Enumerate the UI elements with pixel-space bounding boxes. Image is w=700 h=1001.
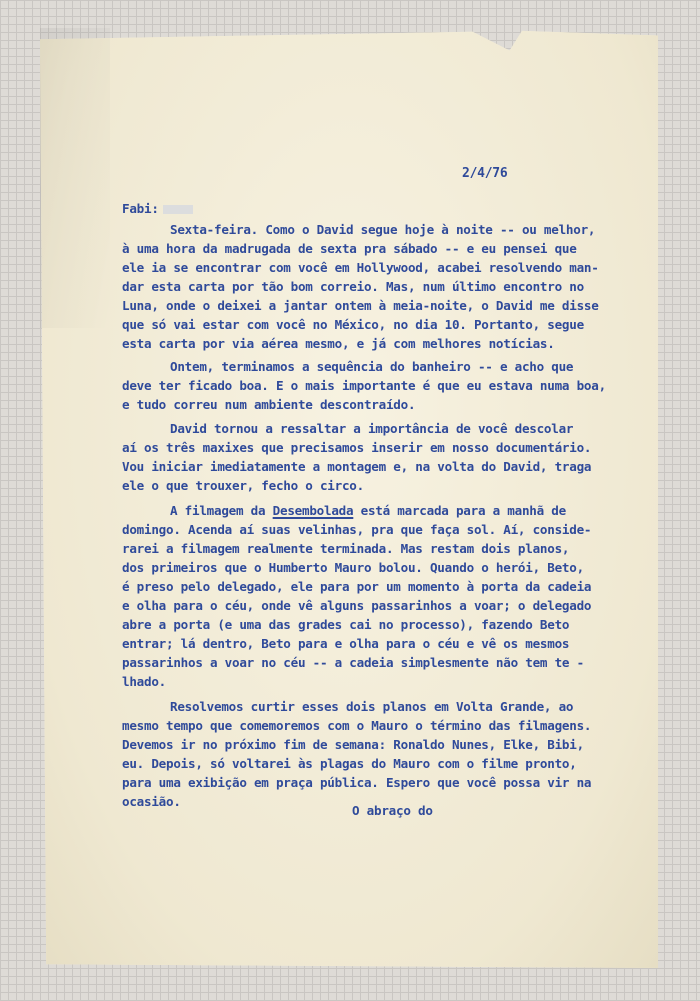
p1-line-4: dar esta carta por tão bom correio. Mas, num último encontro no	[122, 279, 584, 294]
p1-line-1: Sexta-feira. Como o David segue hoje à noite -- ou melhor,	[170, 222, 596, 237]
salutation-text: Fabi:	[122, 201, 159, 216]
closing: O abraço do	[352, 803, 433, 818]
p4-line-9: passarinhos a voar no céu -- a cadeia simplesmente não tem te -	[122, 655, 584, 670]
film-title-underlined: Desembolada	[272, 503, 354, 518]
p1-line-7: esta carta por via aérea mesmo, e já com melhores notícias.	[122, 336, 555, 351]
p4-line-1-end: está marcada para a manhã de	[353, 503, 566, 518]
p2-line-2: deve ter ficado boa. E o mais importante é que eu estava numa boa,	[122, 378, 606, 393]
salutation	[122, 201, 193, 216]
p4-line-3: rarei a filmagem realmente terminada. Mas restam dois planos,	[122, 541, 570, 556]
p1-line-3: ele ia se encontrar com você em Hollywood, acabei resolvendo man-	[122, 260, 599, 275]
p4-line-5: é preso pelo delegado, ele para por um momento à porta da cadeia	[122, 579, 592, 594]
p2-line-3: e tudo correu num ambiente descontraído.	[122, 397, 416, 412]
p4-line-7: abre a porta (e uma das grades cai no processo), fazendo Beto	[122, 617, 570, 632]
p5-line-1: Resolvemos curtir esses dois planos em Volta Grande, ao	[170, 699, 574, 714]
p5-line-6: ocasião.	[122, 794, 181, 809]
letter-date: 2/4/76	[462, 166, 508, 181]
p3-line-4: ele o que trouxer, fecho o circo.	[122, 478, 364, 493]
p1-line-5: Luna, onde o deixei a jantar ontem à meia-noite, o David me disse	[122, 298, 599, 313]
p3-line-1: David tornou a ressaltar a importância de você descolar	[170, 421, 574, 436]
p4-line-1-start: A filmagem da	[170, 503, 273, 518]
ink-smudge	[163, 205, 193, 214]
p3-line-2: aí os três maxixes que precisamos inserir em nosso documentário.	[122, 440, 592, 455]
p4-line-10: lhado.	[122, 674, 166, 689]
p4-line-2: domingo. Acenda aí suas velinhas, pra que faça sol. Aí, conside-	[122, 522, 592, 537]
p5-line-4: eu. Depois, só voltarei às plagas do Mauro com o filme pronto,	[122, 756, 577, 771]
p4-line-4: dos primeiros que o Humberto Mauro bolou. Quando o herói, Beto,	[122, 560, 584, 575]
p5-line-2: mesmo tempo que comemoremos com o Mauro o término das filmagens.	[122, 718, 592, 733]
p4-line-1	[170, 503, 566, 518]
p3-line-3: Vou iniciar imediatamente a montagem e, na volta do David, traga	[122, 459, 592, 474]
p4-line-8: entrar; lá dentro, Beto para e olha para o céu e vê os mesmos	[122, 636, 570, 651]
p1-line-6: que só vai estar com você no México, no dia 10. Portanto, segue	[122, 317, 584, 332]
p1-line-2: à uma hora da madrugada de sexta pra sábado -- e eu pensei que	[122, 241, 577, 256]
p5-line-5: para uma exibição em praça pública. Espero que você possa vir na	[122, 775, 592, 790]
p4-line-6: e olha para o céu, onde vê alguns passarinhos a voar; o delegado	[122, 598, 592, 613]
p2-line-1: Ontem, terminamos a sequência do banheiro -- e acho que	[170, 359, 574, 374]
p5-line-3: Devemos ir no próximo fim de semana: Ronaldo Nunes, Elke, Bibi,	[122, 737, 584, 752]
